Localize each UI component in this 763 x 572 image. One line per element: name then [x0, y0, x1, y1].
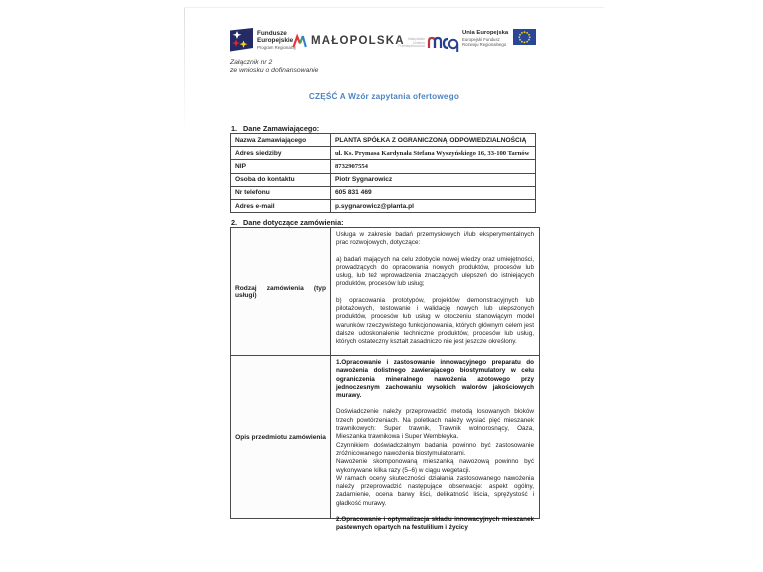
table-row: [231, 134, 536, 147]
logo-fundusze-europejskie: [230, 28, 296, 52]
attachment-note-line1: Załącznik nr 2: [230, 59, 273, 66]
scan-edge-line: [184, 7, 185, 137]
eu-logo-line1: Unia Europejska: [462, 30, 509, 36]
row-value-nazwa: PLANTA SPÓŁKA Z OGRANICZONĄ ODPOWIEDZIALNOŚCIĄ: [331, 134, 536, 147]
fe-logo-subtitle: Program Regionalny: [257, 45, 297, 51]
order-description-paragraph: 1.Opracowanie i zastosowanie innowacyjnego preparatu do nawożenia dolistnego zawierającego biostymulatory w celu ograniczenia mineralnego nawożenia azotowego przy jednoczesnym zachowaniu wysokich walorów jakościowych murawy.: [336, 359, 534, 400]
mcp-text-line2: Przedsiębiorczości: [398, 44, 425, 49]
table-row-order-description: [231, 356, 539, 532]
row-value-email: p.sygnarowicz@planta.pl: [331, 199, 536, 212]
table-row: [231, 160, 536, 173]
row-value-adres: ul. Ks. Prymasa Kardynała Stefana Wyszyńskiego 16, 33-100 Tarnów: [331, 147, 536, 160]
ordering-party-table: [230, 133, 536, 213]
malopolska-wordmark: MAŁOPOLSKA: [311, 35, 405, 47]
row-label-nazwa: Nazwa Zamawiającego: [231, 134, 331, 147]
section1-number: 1.: [231, 124, 238, 133]
logo-unia-europejska: [462, 29, 536, 47]
eu-logo-line3: Rozwoju Regionalnego: [462, 41, 507, 47]
table-row-order-type: [231, 228, 539, 356]
order-description-paragraph: Nawożenie skomponowaną mieszanką nawozową powinno być wykonywane kilka razy (5–6) w ciągu wegetacji.: [336, 458, 534, 474]
order-description-paragraph: Doświadczenie należy przeprowadzić metodą losowanych bloków trzech powtórzeniach. Na poletkach należy wysiać pięć mieszanek trawnikowych: Super trawnik, Trawnik wolnorosnący, Oaza, Mieszanka trawnikowa i Super Wembleyka.: [336, 408, 534, 441]
scan-edge-line-top: [184, 7, 604, 8]
row-label-nip: NIP: [231, 160, 331, 173]
funding-logos-header: [230, 27, 538, 59]
order-type-label-cell: [231, 228, 331, 355]
eu-flag-icon: [513, 29, 536, 45]
section2-number: 2.: [231, 218, 238, 227]
table-row: [231, 173, 536, 186]
attachment-note: [230, 59, 318, 75]
section1-heading: [231, 124, 319, 133]
table-row: [231, 147, 536, 160]
section1-heading-text: Dane Zamawiającego:: [243, 124, 320, 133]
row-label-adres: Adres siedziby: [231, 147, 331, 160]
attachment-note-line2: ze wniosku o dofinansowanie: [230, 67, 319, 75]
table-row: [231, 186, 536, 199]
order-type-paragraph: a) badań mających na celu zdobycie nowej wiedzy oraz umiejętności, prowadzących do opracowania nowych produktów, procesów lub usług, lub też wprowadzenia znaczących ulepszeń do istniejących produktów, procesów lub usług;: [336, 255, 534, 288]
fe-flag-icon: [230, 28, 253, 52]
fe-logo-line2: Europejskie: [257, 37, 294, 45]
order-description-paragraph: Czynnikiem doświadczalnym badania powinno być zastosowanie zróżnicowanego nawożenia biostymulatorami.: [336, 441, 534, 457]
row-value-telefon: 605 831 469: [331, 186, 536, 199]
order-description-value-cell: [331, 356, 539, 532]
order-details-table: [230, 227, 540, 532]
table-row: [231, 199, 536, 212]
section2-heading-text: Dane dotyczące zamówienia:: [243, 218, 344, 227]
document-title: CZĘŚĆ A Wzór zapytania ofertowego: [308, 92, 460, 101]
logo-mcp: [398, 33, 459, 54]
order-type-label: Rodzaj zamówienia (typ usługi): [235, 284, 326, 299]
mcp-text-line1: Małopolskie Centrum: [408, 36, 425, 45]
order-type-value-cell: [331, 228, 539, 355]
row-label-telefon: Nr telefonu: [231, 186, 331, 199]
row-label-osoba: Osoba do kontaktu: [231, 173, 331, 186]
fe-logo-line1: Fundusze: [257, 30, 287, 37]
logo-malopolska: [292, 34, 405, 48]
eu-logo-line2: Europejski Fundusz: [462, 36, 500, 42]
section2-heading: [231, 218, 344, 227]
row-label-email: Adres e-mail: [231, 199, 331, 212]
mcp-monogram-icon: [427, 33, 459, 54]
order-type-paragraph: Usługa w zakresie badań przemysłowych i/lub eksperymentalnych prac rozwojowych, dotyczące:: [336, 231, 534, 247]
malopolska-m-icon: [292, 34, 307, 48]
order-type-paragraph: b) opracowania prototypów, projektów demonstracyjnych lub pilotażowych, testowanie i walidację nowych lub ulepszonych produktów, procesów lub usług w otoczeniu stanowiącym model warunków rzeczywistego funkcjonowania, których głównym celem jest dalsze udoskonalenie techniczne produktów, procesów lub usług, których ostateczny kształt zasadniczo nie jest jeszcze określony.: [336, 296, 534, 346]
order-description-label: Opis przedmiotu zamówienia: [235, 433, 326, 441]
order-description-paragraph: 2.Opracowanie i optymalizacja składu innowacyjnych mieszanek pastewnych opartych na festulilium i życicy: [336, 516, 534, 532]
order-description-label-cell: [231, 356, 331, 518]
order-description-paragraph: W ramach oceny skuteczności działania zastosowanego nawożenia należy przeprowadzić następujące obserwacje: aspekt ogólny, zadarnienie, ocena barwy liści, delikatność liścia, sprężystość i gładkość murawy.: [336, 474, 534, 507]
row-value-nip: 8732907554: [331, 160, 536, 173]
row-value-osoba: Piotr Sygnarowicz: [331, 173, 536, 186]
